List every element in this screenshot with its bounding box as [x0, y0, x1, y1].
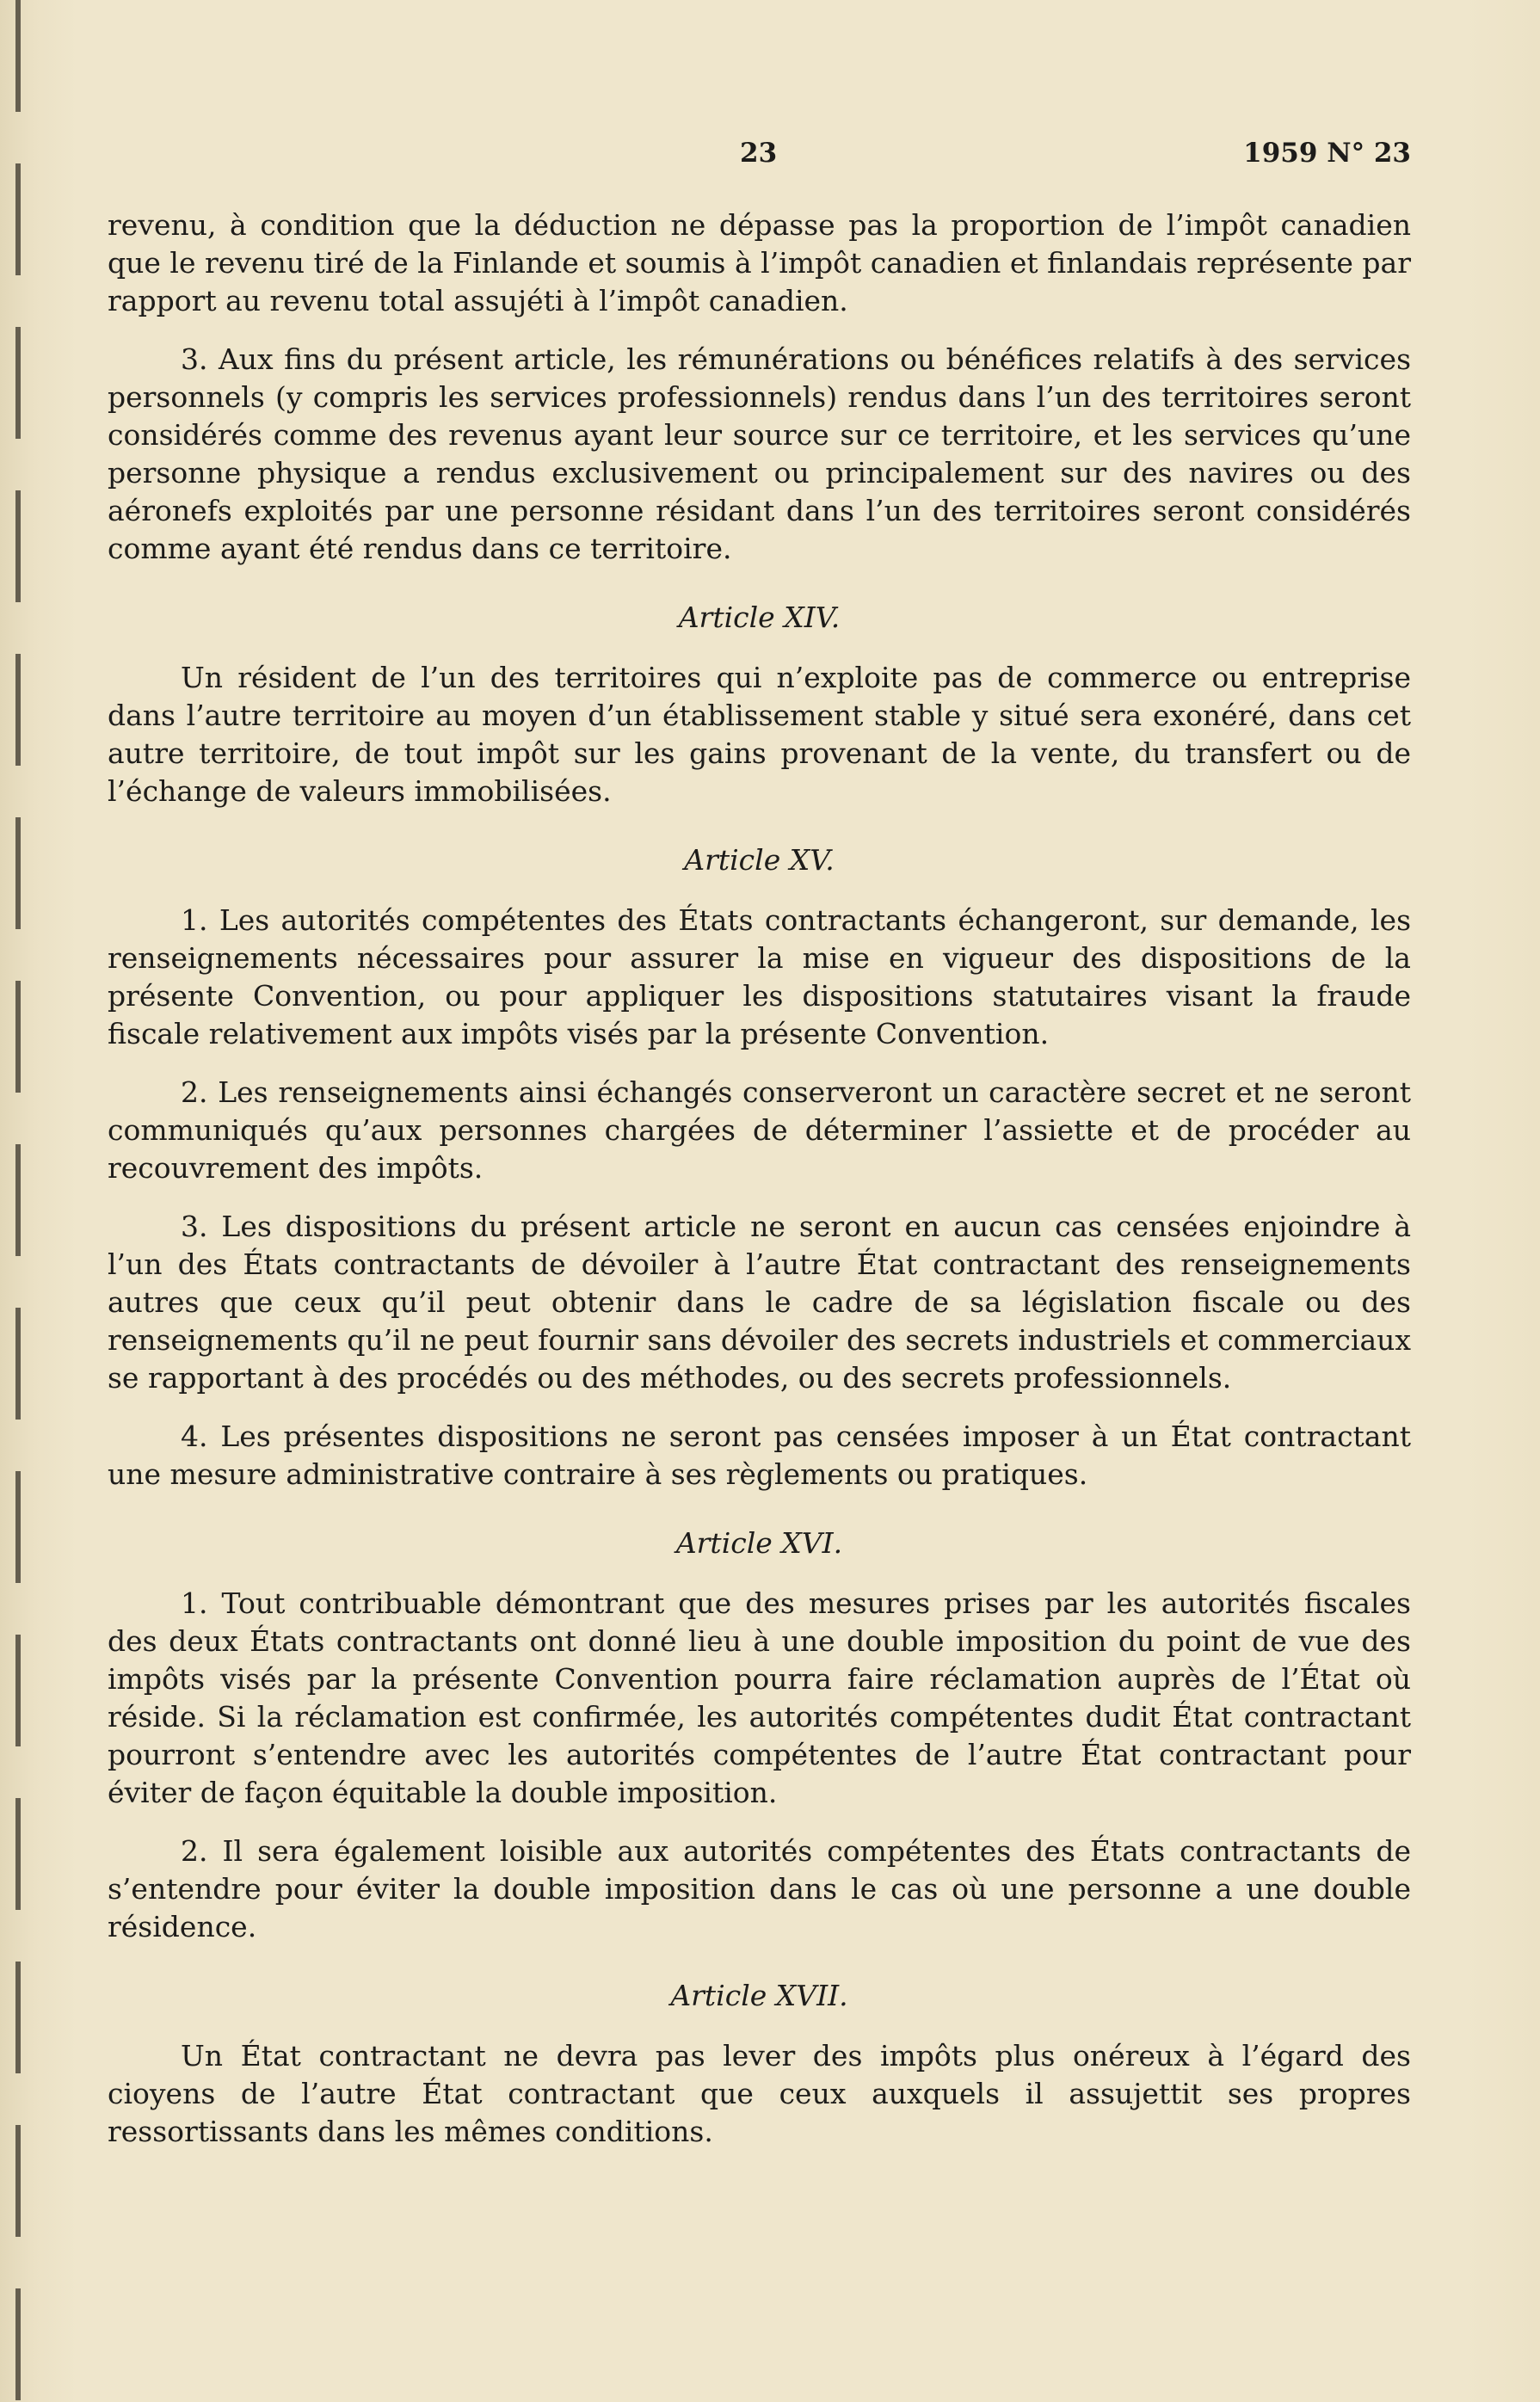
article-16-paragraph-2: 2. Il sera également loisible aux autorités compétentes des États contractants de s’entendre pour éviter la double imposition dans le cas où une personne a une double résidence. — [108, 1834, 1411, 1943]
article-14-text: Un résident de l’un des territoires qui n’exploite pas de commerce ou entreprise dans l’autre territoire au moyen d’un établissement stable y situé sera exonéré, dans cet autre territoire, de tout impôt sur les gains provenant de la vente, du transfert ou de l’échange de valeurs immobilisées. — [108, 661, 1411, 808]
paragraph-intro: revenu, à condition que la déduction ne dépasse pas la proportion de l’impôt canadien que le revenu tiré de la Finlande et soumis à l’impôt canadien et finlandais représente par rapport au revenu total assujéti à l’impôt canadien. — [108, 208, 1411, 317]
article-16-heading: Article XVI. — [675, 1526, 843, 1560]
article-15-paragraph-4: 4. Les présentes dispositions ne seront pas censées imposer à un État contractant une mesure administrative contraire à ses règlements ou pratiques. — [108, 1420, 1411, 1491]
document-reference: 1959 N° 23 — [1243, 138, 1411, 169]
article-17-heading: Article XVII. — [670, 1979, 848, 2012]
article-15-heading: Article XV. — [684, 843, 835, 877]
page-body — [108, 206, 1411, 2171]
page-number: 23 — [740, 138, 778, 169]
binding-edge — [15, 0, 21, 2402]
article-15-paragraph-2: 2. Les renseignements ainsi échangés conserveront un caractère secret et ne seront communiqués qu’aux personnes chargées de déterminer l’assiette et de procéder au recouvrement des impôts. — [108, 1075, 1411, 1185]
article-15-paragraph-1: 1. Les autorités compétentes des États contractants échangeront, sur demande, les renseignements nécessaires pour assurer la mise en vigueur des dispositions de la présente Convention, ou pour appliquer les dispositions statutaires visant la fraude fiscale relativement aux impôts visés par la présente Convention. — [108, 903, 1411, 1050]
article-15-paragraph-3: 3. Les dispositions du présent article ne seront en aucun cas censées enjoindre à l’un des États contractants de dévoiler à l’autre État contractant des renseignements autres que ceux qu’il peut obtenir dans le cadre de sa législation fiscale ou des renseignements qu’il ne peut fournir sans dévoiler des secrets industriels et commerciaux se rapportant à des procédés ou des méthodes, ou des secrets professionnels. — [108, 1210, 1411, 1395]
article-17-text: Un État contractant ne devra pas lever des impôts plus onéreux à l’égard des cioyens de l’autre État contractant que ceux auxquels il assujettit ses propres ressortissants dans les mêmes conditions. — [108, 2039, 1411, 2148]
paragraph-3: 3. Aux fins du présent article, les rémunérations ou bénéfices relatifs à des services personnels (y compris les services professionnels) rendus dans l’un des territoires seront considérés comme des revenus ayant leur source sur ce territoire, et les services qu’une personne physique a rendus exclusivement ou principalement sur des navires ou des aéronefs exploités par une personne résidant dans l’un des territoires seront considérés comme ayant été rendus dans ce territoire. — [108, 342, 1411, 565]
article-14-heading: Article XIV. — [678, 600, 841, 634]
page-header — [0, 138, 1540, 181]
article-16-paragraph-1: 1. Tout contribuable démontrant que des mesures prises par les autorités fiscales des deux États contractants ont donné lieu à une double imposition du point de vue des impôts visés par la présente Convention pourra faire réclamation auprès de l’État où réside. Si la réclamation est confirmée, les autorités compétentes dudit État contractant pourront s’entendre avec les autorités compétentes de l’autre État contractant pour éviter de façon équitable la double imposition. — [108, 1586, 1411, 1809]
